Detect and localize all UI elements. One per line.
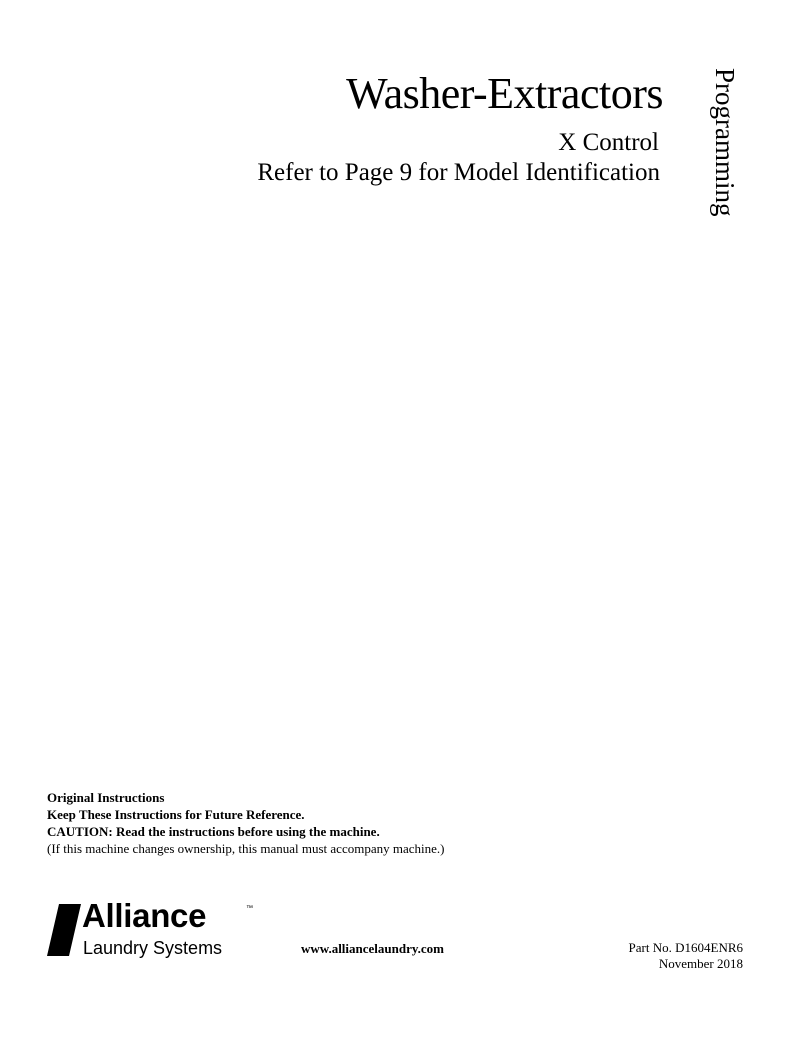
- side-tab-label: Programming: [710, 68, 740, 217]
- publication-date: November 2018: [658, 956, 743, 971]
- notice-original-instructions: Original Instructions: [47, 790, 165, 805]
- document-title: Washer-Extractors: [346, 69, 663, 118]
- alliance-slash-logo-icon: [47, 904, 81, 956]
- part-info: [629, 940, 743, 972]
- notice-ownership: (If this machine changes ownership, this manual must accompany machine.): [47, 841, 445, 856]
- document-subtitle: X Control: [558, 129, 659, 156]
- logo-tagline: Laundry Systems: [83, 938, 223, 958]
- notice-keep-instructions: Keep These Instructions for Future Reference.: [47, 807, 305, 822]
- part-number: Part No. D1604ENR6: [628, 940, 743, 955]
- website-link[interactable]: www.alliancelaundry.com: [301, 941, 445, 956]
- notice-caution: CAUTION: Read the instructions before using the machine.: [47, 824, 380, 839]
- alliance-logo: [47, 897, 262, 962]
- logo-trademark: ™: [246, 905, 253, 912]
- section-side-tab: [705, 68, 745, 263]
- instructions-notice: [47, 789, 444, 857]
- logo-wordmark: Alliance: [82, 897, 207, 934]
- model-reference-note: Refer to Page 9 for Model Identification: [257, 159, 660, 186]
